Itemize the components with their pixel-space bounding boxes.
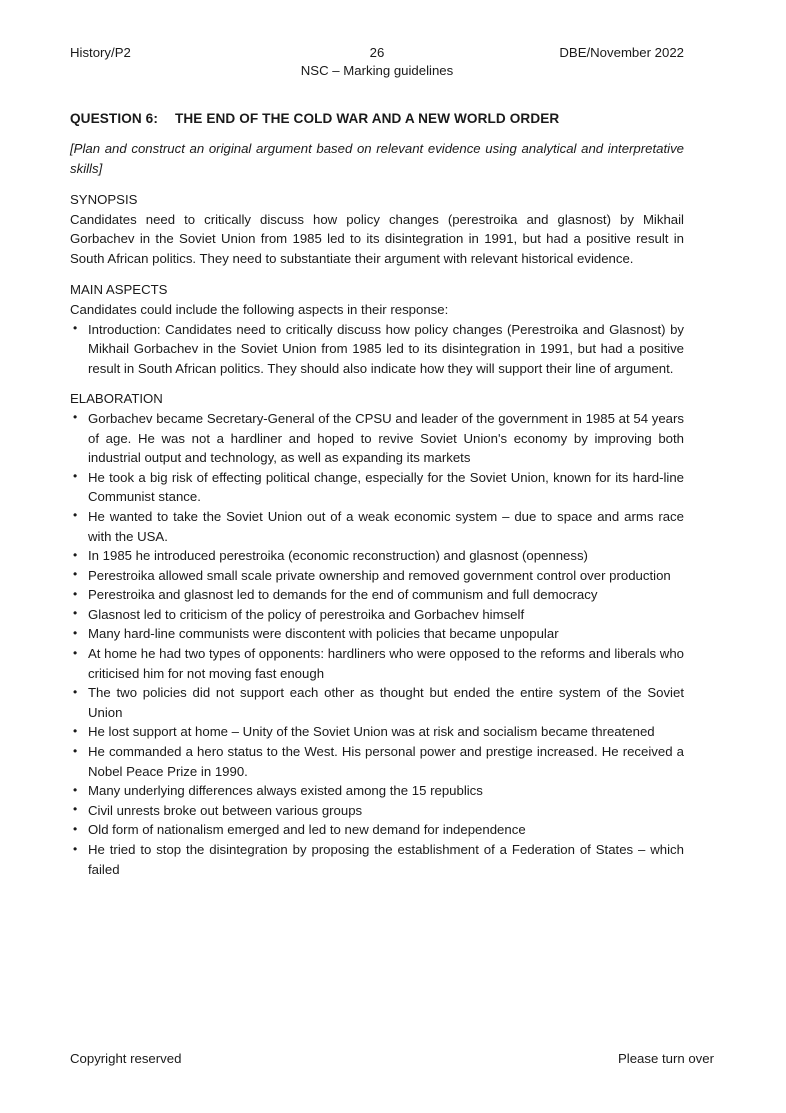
- page-header: [70, 0, 684, 88]
- page-footer: [70, 1050, 716, 1068]
- list-item: [70, 644, 684, 683]
- list-item-text: Many hard-line communists were discontent with policies that became unpopular: [88, 626, 559, 642]
- header-line-2: [70, 62, 684, 80]
- list-item-text: Perestroika allowed small scale private ownership and removed government control over production: [88, 567, 671, 583]
- list-item-text: Perestroika and glasnost led to demands for the end of communism and full democracy: [88, 587, 598, 603]
- header-page-number: 26: [369, 45, 385, 60]
- list-item-text: At home he had two types of opponents: hardliners who were opposed to the reforms and liberals who criticised him for not moving fast enough: [88, 646, 684, 681]
- list-item: [70, 585, 684, 605]
- list-item-text: He took a big risk of effecting political change, especially for the Soviet Union, known for its hard-line Communist stance.: [88, 469, 684, 505]
- question-instruction: [70, 139, 684, 178]
- list-item-text: Many underlying differences always existed among the 15 republics: [88, 783, 483, 799]
- list-item: [70, 722, 684, 742]
- list-item: [70, 566, 684, 586]
- header-subject: History/P2: [70, 45, 131, 60]
- question-heading-text: THE END OF THE COLD WAR AND A NEW WORLD ORDER: [174, 111, 560, 126]
- list-item-text: Old form of nationalism emerged and led to new demand for independence: [88, 822, 526, 838]
- list-item-text: He commanded a hero status to the West. His personal power and prestige increased. He received a Nobel Peace Prize in 1990.: [88, 744, 684, 779]
- footer-copyright: Copyright reserved: [70, 1051, 182, 1066]
- list-item: [70, 546, 684, 566]
- synopsis-heading: SYNOPSIS: [70, 192, 138, 207]
- list-item-text: Civil unrests broke out between various groups: [88, 802, 363, 818]
- list-item-text: Gorbachev became Secretary-General of the CPSU and leader of the government in 1985 at 54 years of age. He was not a hardliner and hoped to revive Soviet Union's economy by improving both industrial output and technology, as well as expanding its markets: [88, 410, 684, 466]
- page-content: [70, 0, 684, 879]
- list-item-text: Introduction: Candidates need to critically discuss how policy changes (Perestroika and Glasnost) by Mikhail Gorbachev in the Soviet Union from 1985 led to its disintegration in 1991, but had a positive result in South African politics. They should also indicate how they will support their line of argument.: [88, 321, 684, 376]
- main-aspects-intro: Candidates could include the following aspects in their response:: [70, 301, 449, 317]
- list-item: [70, 820, 684, 840]
- footer-turn-over: Please turn over: [617, 1051, 714, 1066]
- list-item: [70, 507, 684, 546]
- list-item-text: He wanted to take the Soviet Union out of a weak economic system – due to space and arms race with the USA.: [88, 508, 684, 544]
- list-item: [70, 320, 684, 379]
- list-item: [70, 468, 684, 507]
- elaboration-list: [70, 409, 684, 879]
- main-aspects-list: [70, 320, 684, 379]
- list-item-text: He lost support at home – Unity of the Soviet Union was at risk and socialism became threatened: [88, 724, 655, 740]
- list-item-text: In 1985 he introduced perestroika (economic reconstruction) and glasnost (openness): [88, 548, 588, 564]
- list-item-text: The two policies did not support each other as thought but ended the entire system of the Soviet Union: [88, 685, 684, 720]
- question-label: QUESTION 6:: [70, 111, 158, 126]
- header-document-type: NSC – Marking guidelines: [300, 63, 454, 78]
- list-item: [70, 624, 684, 644]
- header-exam-session: DBE/November 2022: [559, 45, 684, 60]
- header-line-1: [70, 44, 684, 62]
- elaboration-heading: ELABORATION: [70, 391, 163, 407]
- list-item-text: Glasnost led to criticism of the policy of perestroika and Gorbachev himself: [88, 606, 525, 622]
- question-title: [70, 110, 684, 128]
- synopsis-body: Candidates need to critically discuss how policy changes (perestroika and glasnost) by Mikhail Gorbachev in the Soviet Union from 1985 led to its disintegration in 1991, but had a positive result in South African politics. They need to substantiate their argument with relevant historical evidence.: [70, 211, 684, 266]
- list-item: [70, 742, 684, 781]
- list-item: [70, 683, 684, 722]
- list-item: [70, 801, 684, 821]
- list-item: [70, 781, 684, 801]
- list-item: [70, 409, 684, 468]
- list-item: [70, 840, 684, 879]
- list-item: [70, 605, 684, 625]
- question-instruction-text: [Plan and construct an original argument based on relevant evidence using analytical and interpretative skills]: [70, 141, 684, 176]
- list-item-text: He tried to stop the disintegration by proposing the establishment of a Federation of States – which failed: [88, 842, 684, 877]
- main-aspects-heading: MAIN ASPECTS: [70, 282, 168, 298]
